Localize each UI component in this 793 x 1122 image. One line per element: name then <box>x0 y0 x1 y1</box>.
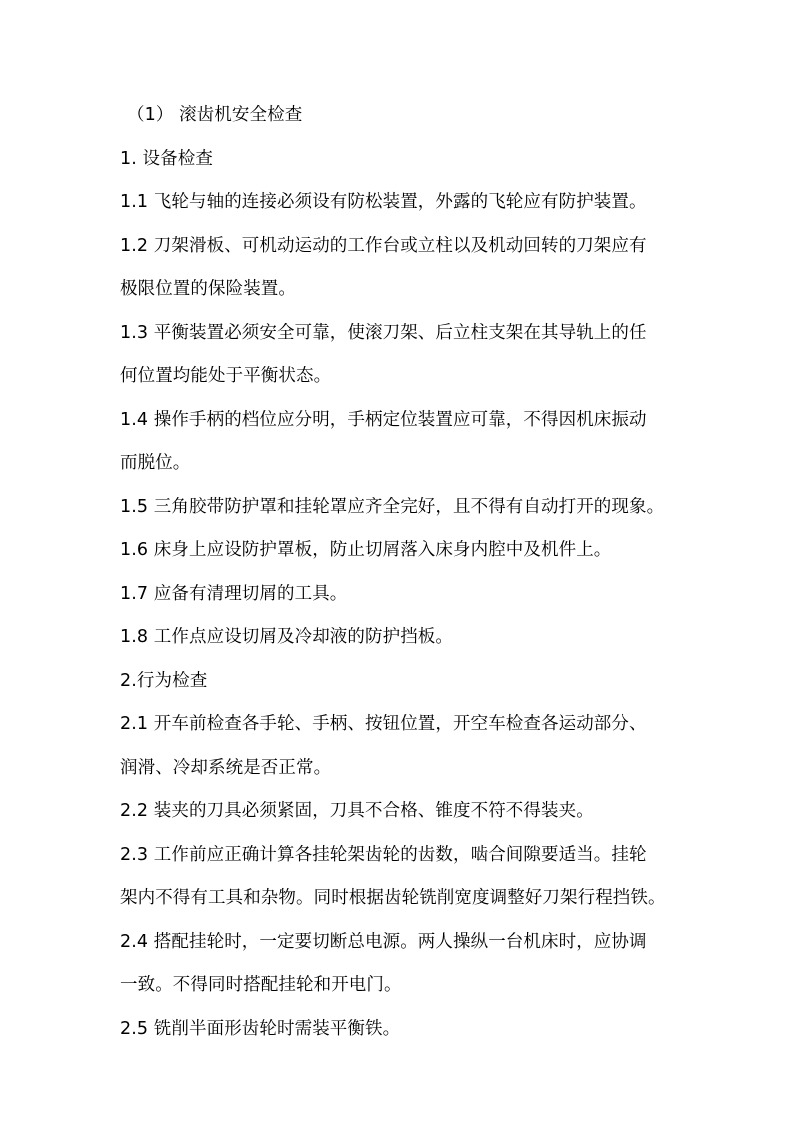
item-1-6: 1.6 床身上应设防护罩板，防止切屑落入床身内腔中及机件上。 <box>120 540 612 560</box>
item-2-1-cont: 润滑、冷却系统是否正常。 <box>120 757 332 778</box>
item-1-8: 1.8 工作点应设切屑及冷却液的防护挡板。 <box>120 627 453 647</box>
item-1-1: 1.1 飞轮与轴的连接必须设有防松装置，外露的飞轮应有防护装置。 <box>120 192 647 212</box>
item-1-3: 1.3 平衡装置必须安全可靠，使滚刀架、后立柱支架在其导轨上的任 <box>120 322 647 343</box>
item-2-3-cont: 架内不得有工具和杂物。同时根据齿轮铣削宽度调整好刀架行程挡铁。 <box>120 888 666 908</box>
item-1-7: 1.7 应备有清理切屑的工具。 <box>120 583 348 604</box>
item-1-4-cont: 而脱位。 <box>120 453 191 473</box>
item-1-5: 1.5 三角胶带防护罩和挂轮罩应齐全完好，且不得有自动打开的现象。 <box>120 496 665 517</box>
item-2-1: 2.1 开车前检查各手轮、手柄、按钮位置，开空车检查各运动部分、 <box>120 714 647 734</box>
heading-equipment-check: 1. 设备检查 <box>120 148 213 169</box>
item-2-4-cont: 一致。不得同时搭配挂轮和开电门。 <box>120 975 402 995</box>
document-body <box>120 94 680 1051</box>
item-2-4: 2.4 搭配挂轮时，一定要切断总电源。两人操纵一台机床时，应协调 <box>120 931 647 952</box>
item-2-2: 2.2 装夹的刀具必须紧固，刀具不合格、锥度不符不得装夹。 <box>120 801 594 821</box>
item-1-3-cont: 何位置均能处于平衡状态。 <box>120 366 332 386</box>
section-title: （1） 滚齿机安全检查 <box>127 105 303 125</box>
item-1-2: 1.2 刀架滑板、可机动运动的工作台或立柱以及机动回转的刀架应有 <box>120 235 647 256</box>
item-2-3: 2.3 工作前应正确计算各挂轮架齿轮的齿数，啮合间隙要适当。挂轮 <box>120 844 647 865</box>
item-1-4: 1.4 操作手柄的档位应分明，手柄定位装置应可靠，不得因机床振动 <box>120 409 647 430</box>
item-1-2-cont: 极限位置的保险装置。 <box>120 279 296 299</box>
item-2-5: 2.5 铣削半面形齿轮时需装平衡铁。 <box>120 1018 401 1039</box>
heading-behavior-check: 2.行为检查 <box>120 670 208 691</box>
